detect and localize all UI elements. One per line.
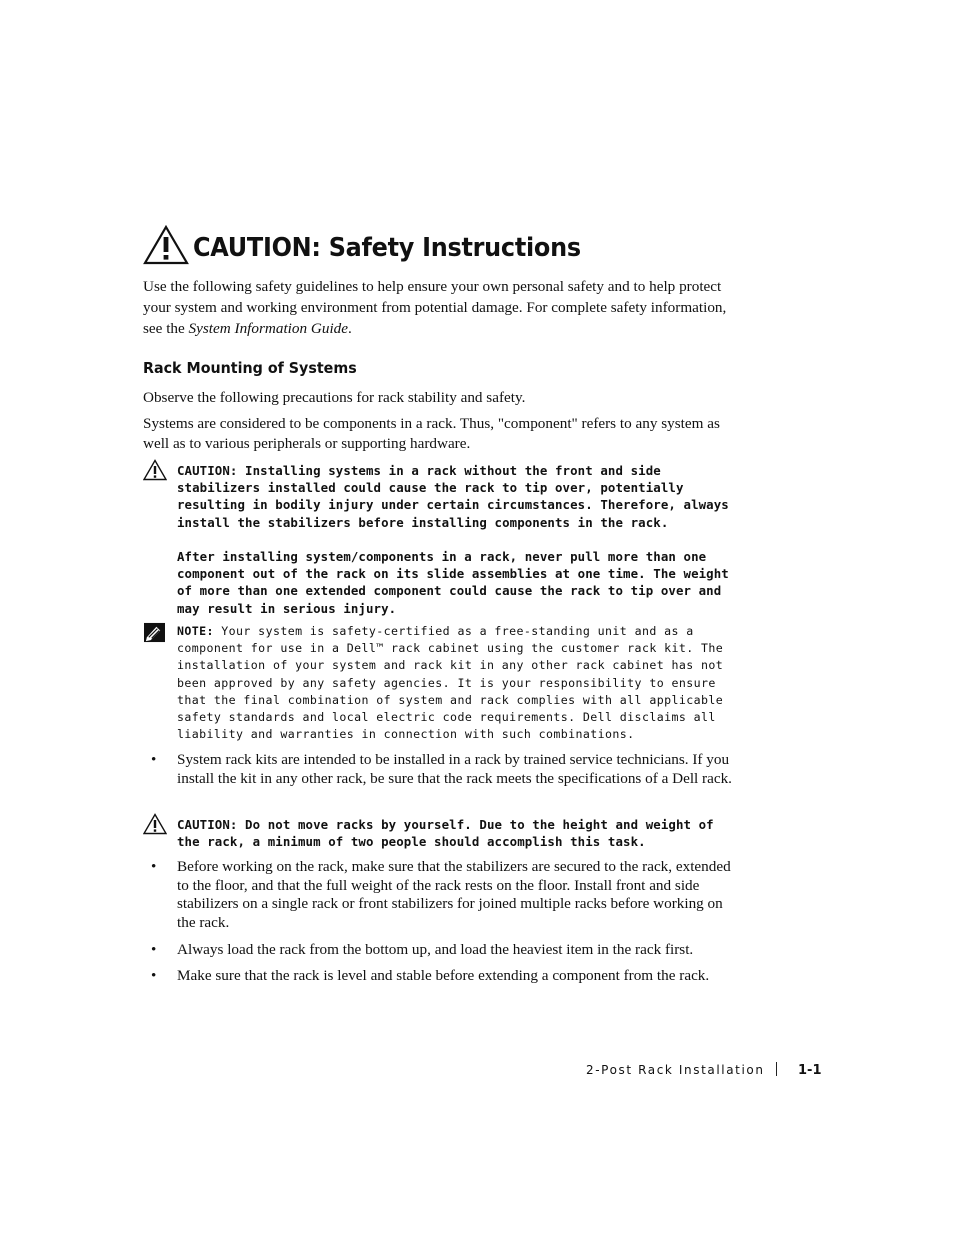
bullet-marker: • <box>151 967 157 984</box>
caution-icon <box>143 813 167 835</box>
page-title: CAUTION: Safety Instructions <box>193 233 581 263</box>
caution-text-continued: After installing system/components in a rack, never pull more than one component out of the rack on its slide assemblies at one time. The weight of more than one extended component could cause the rack to tip over and may result in serious injury. <box>177 549 729 616</box>
note-pencil-icon <box>143 622 166 643</box>
section-heading: Rack Mounting of Systems <box>143 359 357 377</box>
note-body <box>177 623 733 743</box>
note-text: Your system is safety-certified as a free-standing unit and as a component for use in a Dell™ rack cabinet using the customer rack kit. The installation of your system and rack kit in any other rack cabinet has not been approved by any safety agencies. It is your responsibility to ensure that the final combination of system and rack complies with all applicable safety standards and local electric code requirements. Dell disclaims all liability and warranties in connection with such combinations. <box>177 624 724 742</box>
list-item-text: Always load the rack from the bottom up, and load the heaviest item in the rack first. <box>177 941 694 958</box>
caution-body <box>177 816 733 850</box>
doc-reference: System Information Guide <box>188 320 348 337</box>
list-item-text: Make sure that the rack is level and stable before extending a component from the rack. <box>177 967 710 984</box>
caution-text: CAUTION: Installing systems in a rack without the front and side stabilizers installed could cause the rack to tip over, potentially resulting in bodily injury under certain circumstances. Therefore, always install the stabilizers before installing components in the rack. <box>177 463 729 530</box>
note-label: NOTE: <box>177 624 214 638</box>
paragraph-precautions: Observe the following precautions for rack stability and safety. <box>143 389 526 406</box>
intro-paragraph <box>143 276 733 339</box>
caution-body <box>177 462 733 617</box>
intro-text: Use the following safety guidelines to help ensure your own personal safety and to help protect your system and working environment from potential damage. For complete safety information, see the <box>143 278 727 337</box>
warning-triangle-icon <box>143 225 189 265</box>
intro-end: . <box>348 320 352 337</box>
list-item-text: Before working on the rack, make sure that the stabilizers are secured to the rack, extended to the floor, and that the full weight of the rack rests on the floor. Install front and side stabilizers on a single rack or front stabilizers for joined multiple racks before working on the rack. <box>177 858 731 931</box>
bullet-marker: • <box>151 858 157 875</box>
page-footer <box>586 1063 826 1081</box>
paragraph-components: Systems are considered to be components in a rack. Thus, "component" refers to any system as well as to various peripherals or supporting hardware. <box>143 415 720 452</box>
page-number: 1-1 <box>798 1063 822 1078</box>
bullet-marker: • <box>151 751 157 768</box>
caution-icon <box>143 459 167 481</box>
bullet-marker: • <box>151 941 157 958</box>
list-item-text: System rack kits are intended to be installed in a rack by trained service technicians. If you install the kit in any other rack, be sure that the rack meets the specifications of a Dell rack. <box>177 751 732 787</box>
footer-divider <box>776 1062 777 1076</box>
footer-section-title: 2-Post Rack Installation <box>586 1063 765 1077</box>
caution-text: CAUTION: Do not move racks by yourself. Due to the height and weight of the rack, a minimum of two people should accomplish this task. <box>177 817 714 850</box>
